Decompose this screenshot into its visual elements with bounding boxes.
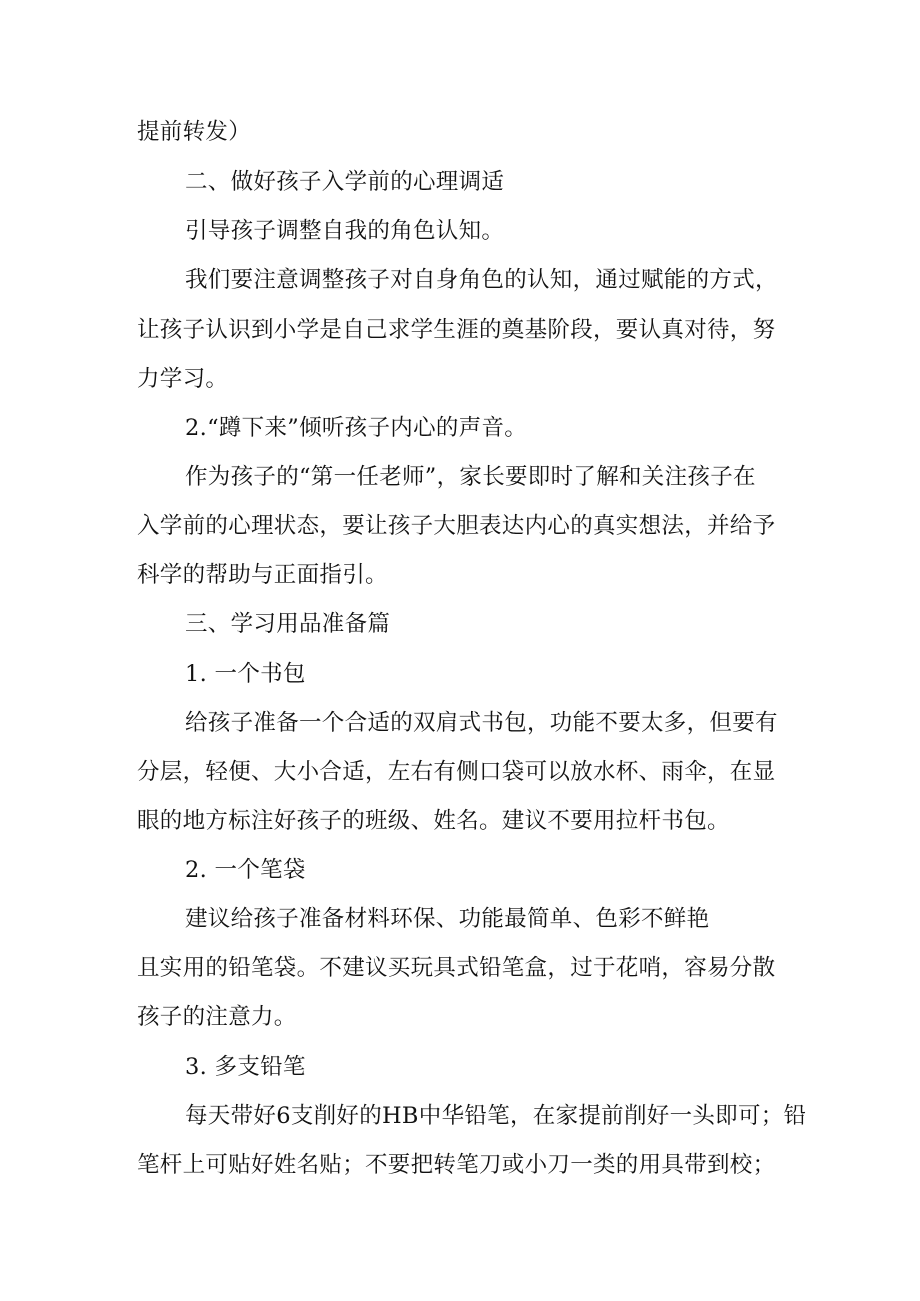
subheading-12: 1. 一个书包 [185,661,306,687]
text-line-3: 引导孩子调整自我的角色认知。 [185,218,505,244]
text-line-8: 作为孩子的“第一任老师”，家长要即时了解和关注孩子在 [185,464,756,490]
text-line-10: 科学的帮助与正面指引。 [137,562,388,588]
text-line-4: 我们要注意调整孩子对自身角色的认知，通过赋能的方式， [185,267,778,293]
text-line-15: 眼的地方标注好孩子的班级、姓名。建议不要用拉杆书包。 [137,808,730,834]
text-line-22: 笔杆上可贴好姓名贴；不要把转笔刀或小刀一类的用具带到校； [137,1152,776,1178]
text-line-6: 力学习。 [137,366,229,392]
text-line-1: 提前转发） [137,119,252,145]
text-line-14: 分层，轻便、大小合适，左右有侧口袋可以放水杯、雨伞，在显 [137,759,776,785]
text-line-5: 让孩子认识到小学是自己求学生涯的奠基阶段，要认真对待，努 [137,317,776,343]
section-heading-2: 二、做好孩子入学前的心理调适 [185,169,505,195]
subheading-16: 2. 一个笔袋 [185,857,306,883]
section-heading-11: 三、学习用品准备篇 [185,611,391,637]
text-line-19: 孩子的注意力。 [137,1004,297,1030]
text-line-18: 且实用的铅笔袋。不建议买玩具式铅笔盒，过于花哨，容易分散 [137,955,776,981]
text-line-17: 建议给孩子准备材料环保、功能最简单、色彩不鲜艳 [185,906,710,932]
subheading-20: 3. 多支铅笔 [185,1054,306,1080]
subheading-7: 2.“蹲下来”倾听孩子内心的声音。 [185,415,528,441]
text-line-13: 给孩子准备一个合适的双肩式书包，功能不要太多，但要有 [185,710,778,736]
text-line-9: 入学前的心理状态，要让孩子大胆表达内心的真实想法，并给予 [137,513,776,539]
text-line-21: 每天带好6支削好的HB中华铅笔，在家提前削好一头即可；铅 [185,1103,807,1129]
